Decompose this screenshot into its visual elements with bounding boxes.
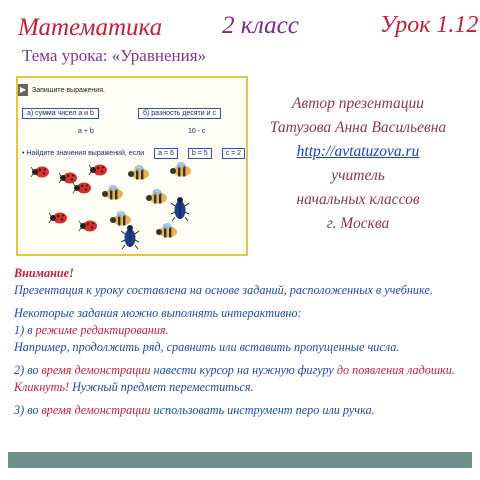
note-pen-prefix: 3) во [14,403,42,417]
note-edit-mode [14,322,472,339]
part-a-box [22,108,99,119]
note-interactive: Некоторые задания можно выполнять интерактивно: [14,306,302,320]
note-demo-hand: до появления ладошки. [336,363,455,377]
lesson-number: Урок 1.12 [380,12,479,38]
author-role: учитель [331,167,385,184]
part-a [22,108,99,119]
value-c: c = 2 [222,148,245,159]
expression-a: a + b [78,128,94,135]
bee-icon[interactable] [146,189,167,204]
note-click-text: Нужный предмет переместиться. [69,380,254,394]
find-values-row [22,148,245,159]
note-demo-prefix: 2) во [14,363,42,377]
ladybug-icon[interactable] [73,183,91,194]
author-role-detail: начальных классов [296,191,420,208]
bee-icon[interactable] [156,223,177,238]
part-a-label: а) сумма чисел [27,110,77,117]
note-edit-prefix: 1) в [14,323,36,337]
note-example: Например, продолжить ряд, сравнить или вставить пропущенные числа. [14,340,400,354]
bee-icon[interactable] [102,185,123,200]
ladybug-icon[interactable] [31,167,49,178]
exercise-picture [16,76,248,256]
expression-b: 10 - c [188,128,206,135]
author-city: г. Москва [326,215,390,232]
value-b: b = 5 [188,148,212,159]
exercise-header [18,84,105,96]
exercise-title: Запишите выражения. [32,86,105,94]
author-block [252,92,464,236]
value-a: a = 6 [154,148,178,159]
author-name: Татузова Анна Васильевна [269,119,447,136]
grade-title: 2 класс [222,12,299,39]
lesson-topic: Тема урока: «Уравнения» [22,46,207,65]
author-caption: Автор презентации [292,95,424,112]
part-b-box [138,108,221,119]
note-edit-mode-label: режиме редактирования [35,323,166,337]
note-edit-suffix: . [165,323,169,337]
find-label: • Найдите значения выражений, если [22,150,145,157]
part-b-var: c [212,110,216,117]
note-demo-text: навести курсор на нужную фигуру [150,363,337,377]
arrow-icon: ▶ [19,85,27,94]
ladybug-icon[interactable] [89,165,107,176]
beetle-icon[interactable] [171,197,189,221]
insects-illustration [18,160,246,254]
ladybug-icon[interactable] [59,173,77,184]
part-a-vars: a и b [78,110,94,117]
note-pen-label: время демонстрации [41,403,151,417]
bee-icon[interactable] [170,162,191,177]
attention-heading: Внимание! [14,266,74,280]
bee-icon[interactable] [128,165,149,180]
note-demo-label: время демонстрации [41,363,151,377]
author-website-link[interactable]: http://avtatuzova.ru [296,143,420,160]
note-pen-text: использовать инструмент перо или ручка. [150,403,375,417]
note-pen [14,402,472,419]
footer-bar [8,452,472,468]
note-demo-cursor [14,362,472,379]
ladybug-icon[interactable] [79,221,97,232]
part-b [138,108,221,119]
subject-title: Математика [18,14,163,41]
bee-icon[interactable] [110,211,131,226]
beetle-icon[interactable] [121,225,139,249]
note-intro: Презентация к уроку составлена на основе заданий, расположенных в учебнике. [14,283,433,297]
ladybug-icon[interactable] [49,213,67,224]
note-click [14,379,472,396]
note-click-label: Кликнуть! [14,380,70,394]
usage-notes [14,265,472,419]
part-b-label: б) разность десяти и [143,110,211,117]
